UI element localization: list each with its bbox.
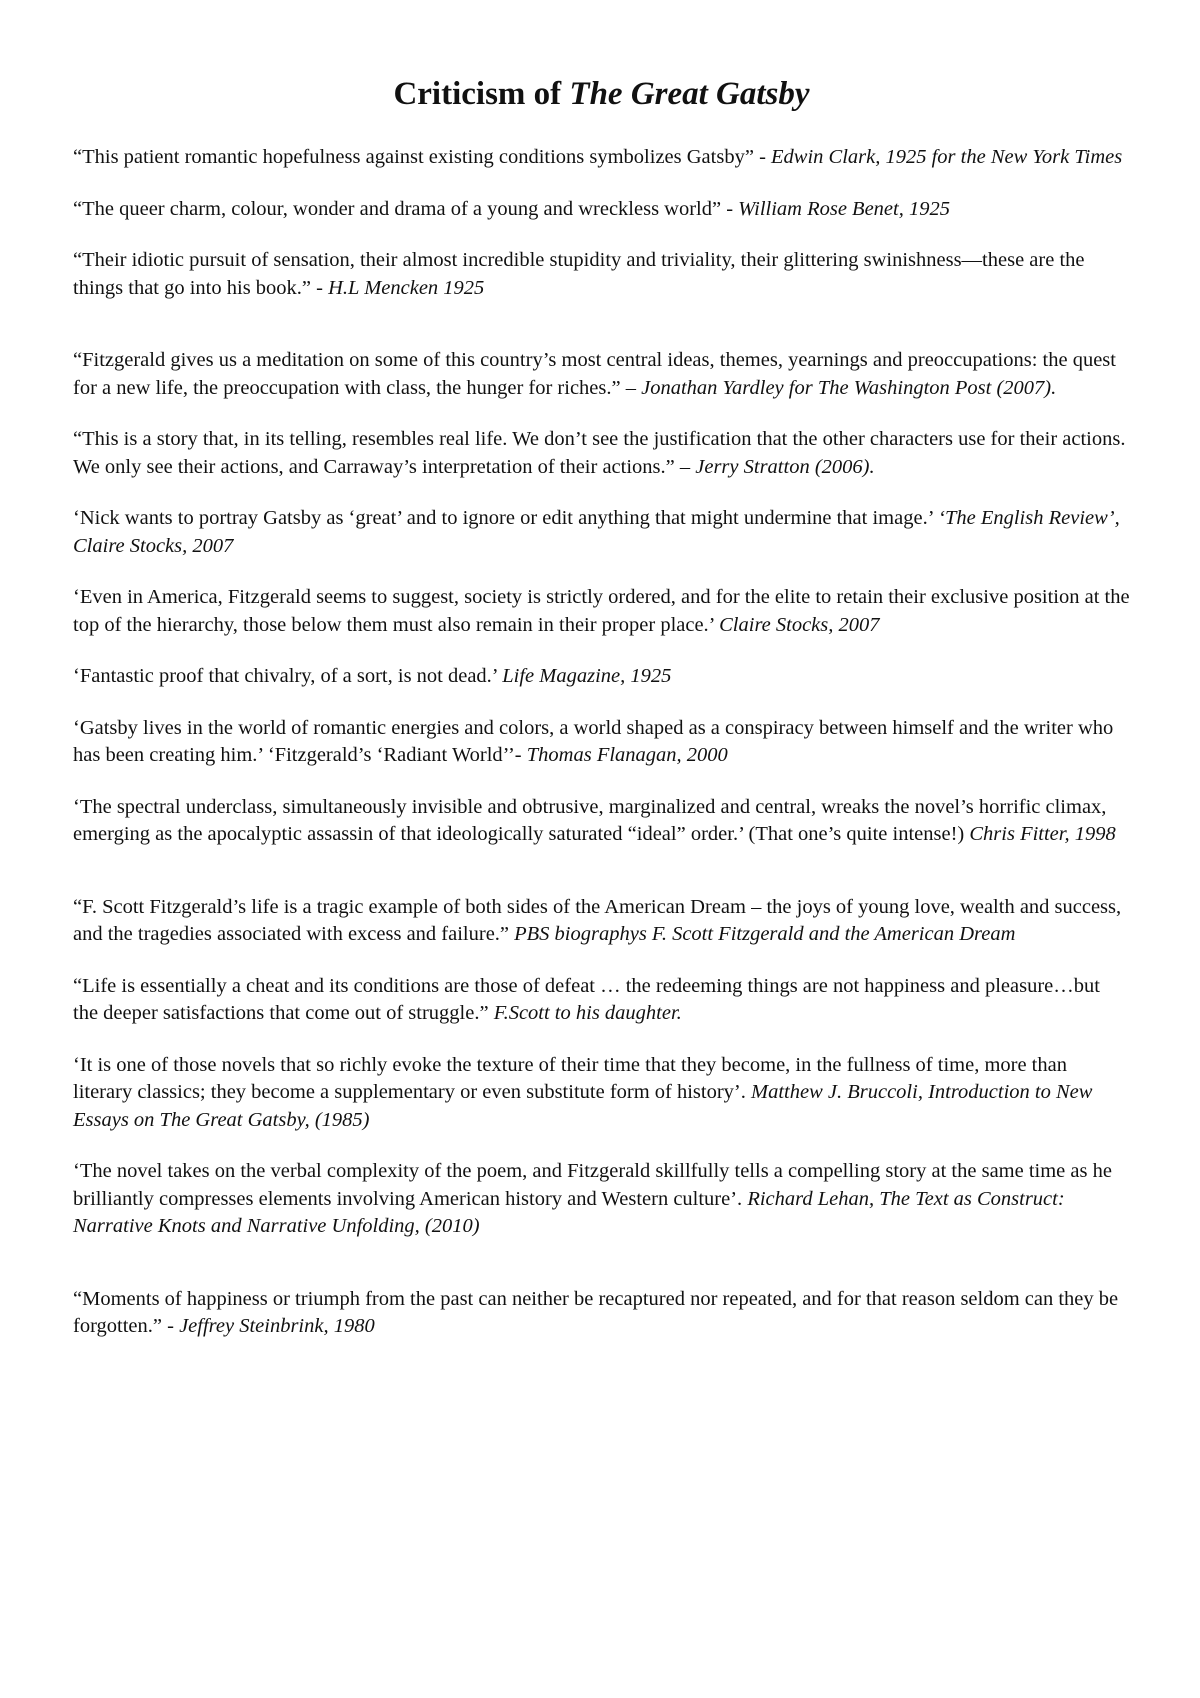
quote-item [73, 1286, 1130, 1341]
quote-attribution: Jeffrey Steinbrink, 1980 [179, 1315, 375, 1337]
title-prefix: Criticism of [393, 76, 570, 112]
title-book-name: The Great Gatsby [569, 76, 810, 112]
quote-item [73, 196, 1130, 224]
quote-item [73, 894, 1130, 949]
quote-text: ‘The novel takes on the verbal complexity of the poem, and Fitzgerald skillfully tells a compelling story at the same time as he brilliantly compresses elements involving American history and Western culture’. [73, 1160, 1112, 1210]
quote-item [73, 505, 1130, 560]
quote-text: ‘Even in America, Fitzgerald seems to suggest, society is strictly ordered, and for the elite to retain their exclusive position at the top of the hierarchy, those below them must also remain in their proper place.’ [73, 586, 1130, 636]
quote-text: “Moments of happiness or triumph from the past can neither be recaptured nor repeated, and for that reason seldom can they be forgotten.” - [73, 1287, 1119, 1337]
quote-item [73, 794, 1130, 849]
quote-item [73, 144, 1130, 172]
quote-attribution: Jonathan Yardley for The Washington Post (2007). [641, 376, 1057, 399]
quote-text: “Life is essentially a cheat and its conditions are those of defeat … the redeeming things are not happiness and pleasure…but the deeper satisfactions that come out of struggle.” [73, 974, 1100, 1024]
quote-text: “The queer charm, colour, wonder and drama of a young and wreckless world” - [73, 197, 739, 220]
quote-attribution: ‘The English Review’, Claire Stocks, 2007 [73, 507, 1120, 557]
quote-attribution: Richard Lehan, The Text as Construct: Narrative Knots and Narrative Unfolding, (2010) [73, 1187, 1065, 1237]
quote-attribution: PBS biographys F. Scott Fitzgerald and the American Dream [514, 923, 1016, 945]
quote-attribution: Thomas Flanagan, 2000 [526, 744, 728, 766]
quote-item [73, 426, 1130, 481]
quote-attribution: - Edwin Clark, 1925 for the New York Times [759, 146, 1123, 168]
quote-attribution: William Rose Benet, 1925 [738, 197, 950, 220]
quote-item [73, 1158, 1130, 1241]
quote-text: ‘It is one of those novels that so richly evoke the texture of their time that they become, in the fullness of time, more than literary classics; they become a supplementary or even substitute form of history’. [73, 1053, 1067, 1103]
quote-attribution: Jerry Stratton (2006). [695, 455, 875, 478]
quote-attribution: F.Scott to his daughter. [493, 1002, 682, 1024]
quote-text: “This patient romantic hopefulness against existing conditions symbolizes Gatsby” [73, 146, 760, 168]
quote-text: “Their idiotic pursuit of sensation, their almost incredible stupidity and triviality, their glittering swinishness—these are the things that go into his book.” - [73, 249, 1085, 299]
quote-attribution: Life Magazine, 1925 [502, 665, 672, 687]
quote-text: “This is a story that, in its telling, resembles real life. We don’t see the justification that the other characters use for their actions. We only see their actions, and Carraway’s interpretation of their actions.” – [73, 428, 1126, 478]
quote-text: “F. Scott Fitzgerald’s life is a tragic example of both sides of the American Dream – the joys of young love, wealth and success, and the tragedies associated with excess and failure.” [73, 895, 1122, 945]
quote-item [73, 347, 1130, 402]
quote-text: ‘The spectral underclass, simultaneously invisible and obtrusive, marginalized and central, wreaks the novel’s horrific climax, emerging as the apocalyptic assassin of that ideologically saturated “ideal” order.’ (That one’s quite intense!) [73, 795, 1107, 845]
quote-item [73, 1052, 1130, 1135]
quote-attribution: Chris Fitter, 1998 [969, 823, 1116, 845]
quote-attribution: Claire Stocks, 2007 [719, 613, 880, 636]
quote-item [73, 973, 1130, 1028]
quote-text: ‘Fantastic proof that chivalry, of a sort, is not dead.’ [73, 665, 503, 687]
quote-text: “Fitzgerald gives us a meditation on some of this country’s most central ideas, themes, yearnings and preoccupations: the quest for a new life, the preoccupation with class, the hunger for riches.” – [73, 349, 1116, 399]
quote-text: ‘Gatsby lives in the world of romantic energies and colors, a world shaped as a conspiracy between himself and the writer who has been creating him.’ ‘Fitzgerald’s ‘Radiant World’’- [73, 716, 1114, 766]
quote-item [73, 715, 1130, 770]
page-title [73, 72, 1130, 116]
quote-item [73, 584, 1130, 639]
quote-attribution: Matthew J. Bruccoli, Introduction to New Essays on The Great Gatsby, (1985) [73, 1081, 1093, 1131]
quote-item [73, 247, 1130, 302]
quote-attribution: H.L Mencken 1925 [328, 276, 485, 299]
quote-text: ‘Nick wants to portray Gatsby as ‘great’ and to ignore or edit anything that might undermine that image.’ [73, 507, 939, 529]
quote-item [73, 663, 1130, 691]
